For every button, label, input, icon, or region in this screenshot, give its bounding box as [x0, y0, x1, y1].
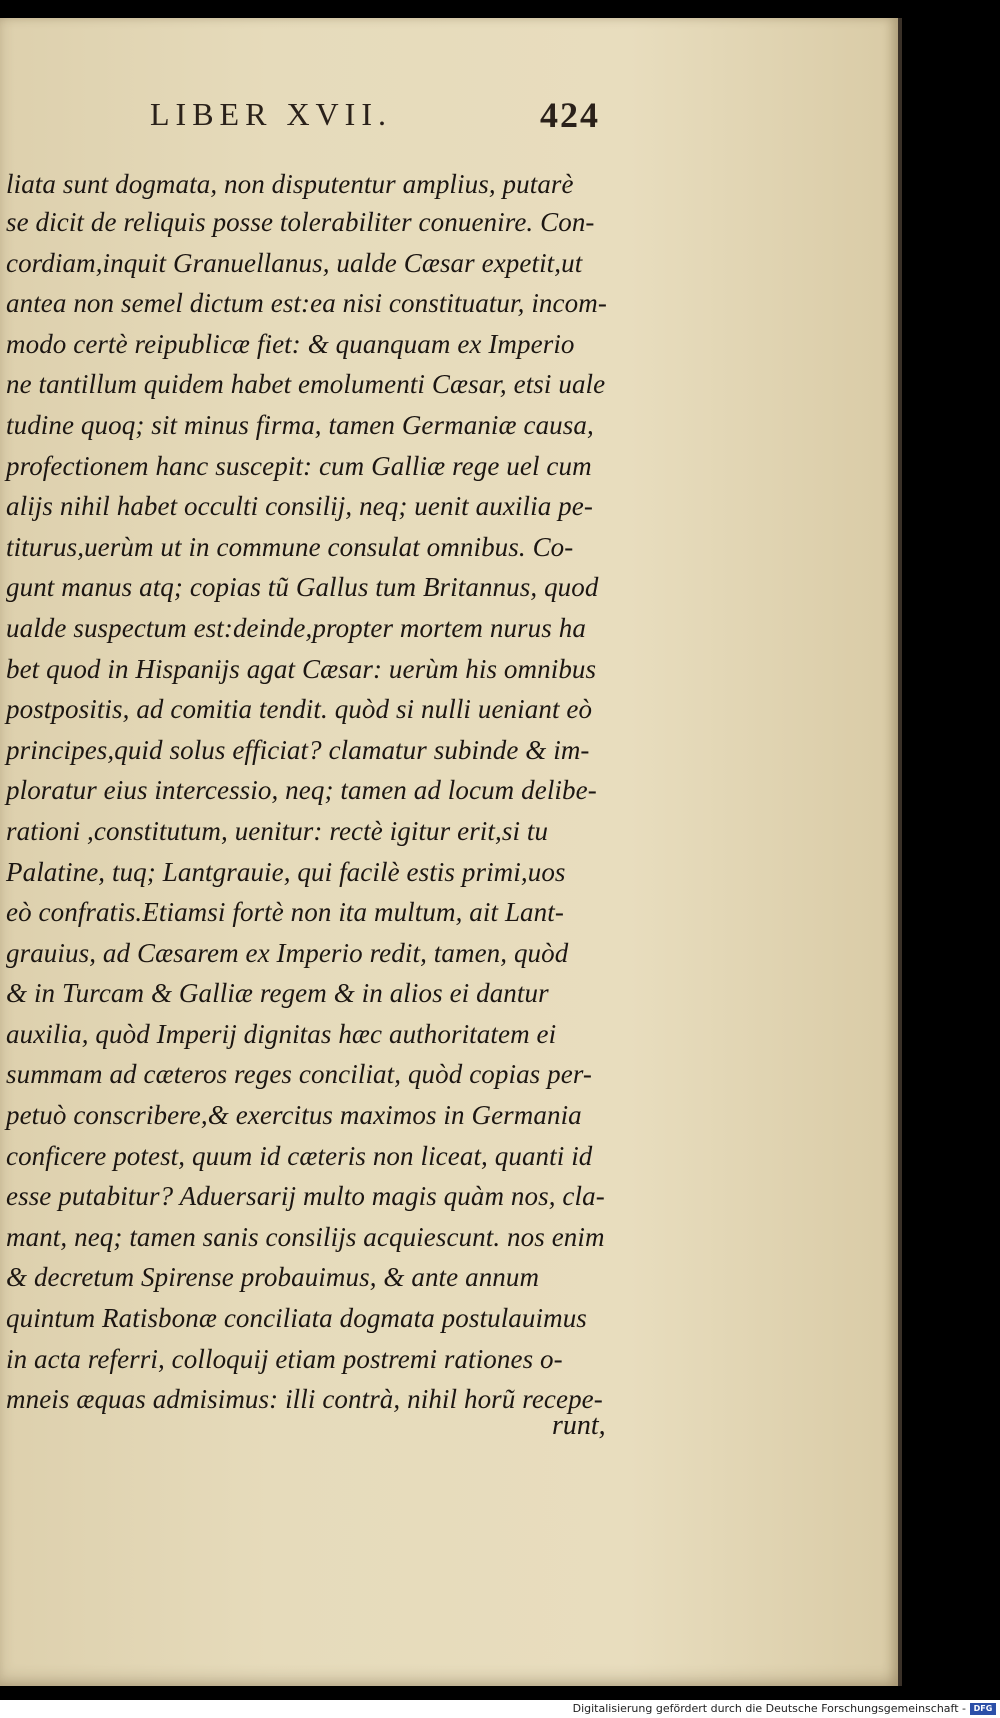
- text-line: se dicit de reliquis posse tolerabiliter conuenire. Con-: [6, 207, 595, 237]
- text-line: ploratur eius intercessio, neq; tamen ad locum delibe-: [6, 775, 597, 806]
- text-line: in acta referri, colloquij etiam postremi rationes o-: [6, 1343, 563, 1374]
- page-number: 424: [540, 95, 600, 135]
- text-line: bet quod in Hispanijs agat Cæsar: uerùm his omnibus: [6, 653, 597, 684]
- text-line: Palatine, tuq; Lantgrauie, qui facilè estis primi,uos: [6, 856, 566, 887]
- text-line: profectionem hanc suscepit: cum Galliæ rege uel cum: [6, 450, 592, 481]
- text-line: ne tantillum quidem habet emolumenti Cæsar, etsi uale: [6, 369, 606, 400]
- text-line: & decretum Spirense probauimus, & ante annum: [6, 1262, 540, 1293]
- text-line: rationi ,constitutum, uenitur: rectè igitur erit,si tu: [6, 815, 549, 846]
- dfg-logo-icon: DFG: [970, 1703, 996, 1715]
- text-line: modo certè reipublicæ fiet: & quanquam ex Imperio: [6, 328, 575, 359]
- book-page: [0, 18, 898, 1686]
- running-head: LIBER XVII.: [150, 96, 392, 132]
- funding-credit: Digitalisierung gefördert durch die Deutsche Forschungsgemeinschaft -: [572, 1702, 966, 1715]
- text-line: grauius, ad Cæsarem ex Imperio redit, tamen, quòd: [6, 937, 569, 968]
- page-body-text: [6, 166, 666, 1420]
- text-line: gunt manus atq; copias tũ Gallus tum Britannus, quod: [6, 572, 599, 603]
- text-line: petuò conscribere,& exercitus maximos in Germania: [6, 1100, 582, 1131]
- text-line: mneis æquas admisimus: illi contrà, nihil horũ recepe-: [6, 1384, 603, 1415]
- catchword: runt,: [552, 1410, 606, 1441]
- text-line: esse putabitur? Aduersarij multo magis quàm nos, cla-: [6, 1181, 605, 1212]
- text-line: conficere potest, quum id cæteris non liceat, quanti id: [6, 1140, 593, 1171]
- text-line: summam ad cæteros reges conciliat, quòd copias per-: [6, 1059, 592, 1090]
- text-line: principes,quid solus efficiat? clamatur subinde & im-: [6, 734, 590, 765]
- text-line: titurus,uerùm ut in commune consulat omnibus. Co-: [6, 531, 574, 562]
- text-line: tudine quoq; sit minus firma, tamen Germaniæ causa,: [6, 409, 594, 440]
- text-line: auxilia, quòd Imperij dignitas hæc authoritatem ei: [6, 1018, 557, 1049]
- text-line: cordiam,inquit Granuellanus, ualde Cæsar expetit,ut: [6, 247, 583, 278]
- page-header: [0, 96, 898, 146]
- digitization-footer: [0, 1700, 1000, 1718]
- text-line: antea non semel dictum est:ea nisi constituatur, incom-: [6, 288, 607, 319]
- text-line: & in Turcam & Galliæ regem & in alios ei dantur: [6, 978, 549, 1009]
- text-line: eò confratis.Etiamsi fortè non ita multum, ait Lant-: [6, 897, 564, 928]
- text-line: quintum Ratisbonæ conciliata dogmata postulauimus: [6, 1303, 587, 1334]
- text-line: postpositis, ad comitia tendit. quòd si nulli ueniant eò: [6, 694, 593, 725]
- page-edge: [898, 18, 902, 1686]
- text-line: ualde suspectum est:deinde,propter mortem nurus ha: [6, 612, 586, 643]
- text-line: alijs nihil habet occulti consilij, neq; uenit auxilia pe-: [6, 491, 593, 522]
- text-line: mant, neq; tamen sanis consilijs acquiescunt. nos enim: [6, 1221, 605, 1252]
- text-line: liata sunt dogmata, non disputentur amplius, putarè: [6, 169, 574, 199]
